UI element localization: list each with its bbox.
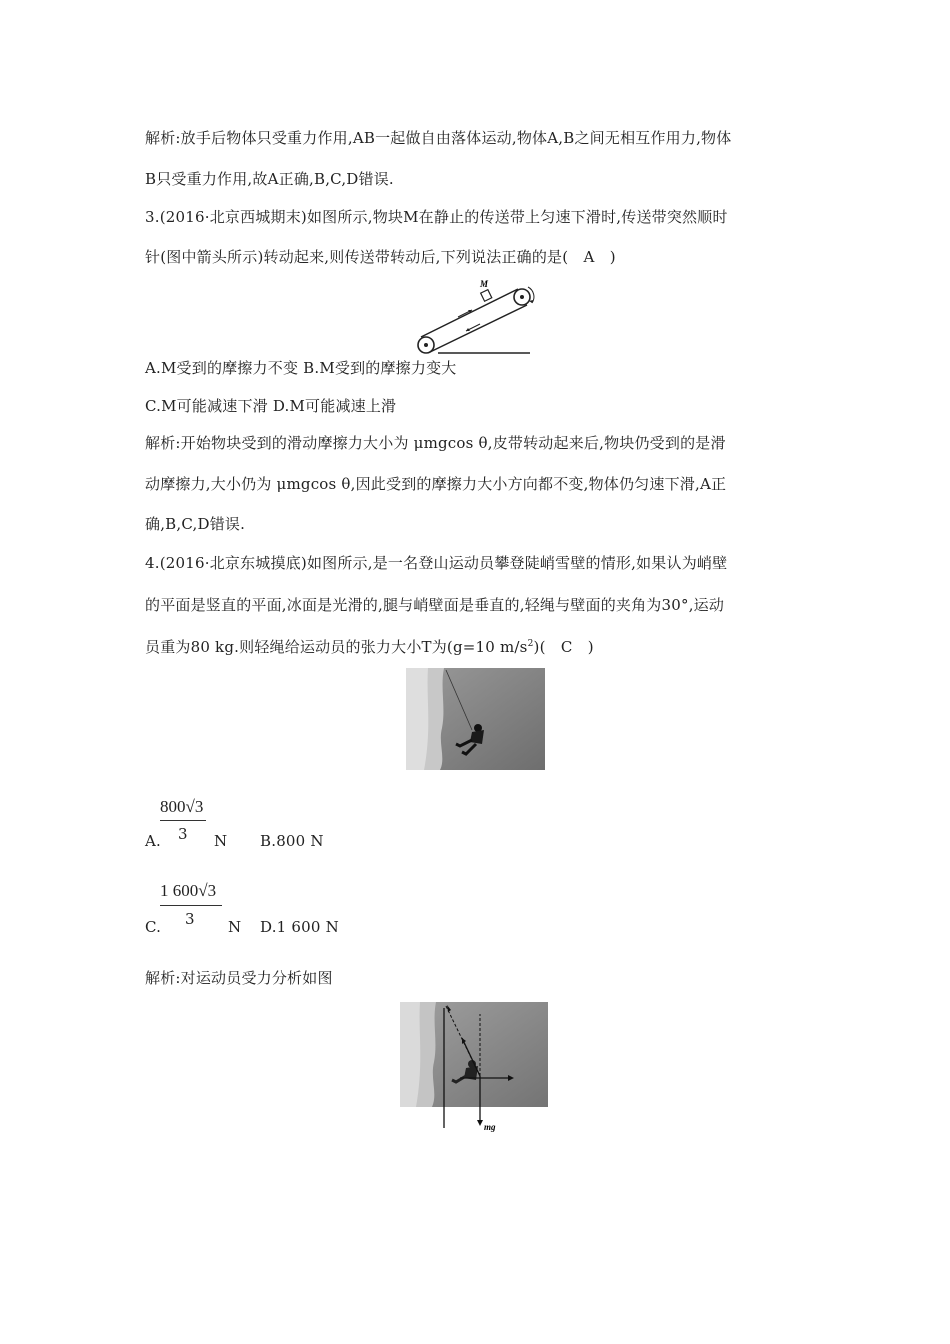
option-a-denominator: 3 [178,825,188,843]
q2-explanation-line-1: 解析:放手后物体只受重力作用,AB一起做自由落体运动,物体A,B之间无相互作用力,物体 [145,129,732,147]
q2-explanation-line-2: B只受重力作用,故A正确,B,C,D错误. [145,170,394,188]
option-c-unit: N [228,918,242,936]
belt-bottom [428,305,527,353]
option-a-unit: N [214,832,228,850]
block-label: M [480,279,489,289]
gravity-label: mg [484,1122,496,1132]
q3-options-ab: A.M受到的摩擦力不变 B.M受到的摩擦力变大 [145,359,457,377]
q3-options-cd: C.M可能减速下滑 D.M可能减速上滑 [145,397,397,415]
option-a-prefix: A. [145,832,162,850]
q3-stem-line-1: 3.(2016·北京西城期末)如图所示,物块M在静止的传送带上匀速下滑时,传送带突然顺时 [145,208,728,226]
option-c-prefix: C. [145,918,162,936]
block-m [481,290,492,302]
option-b: B.800 N [260,832,324,850]
q4-explanation: 解析:对运动员受力分析如图 [145,969,333,987]
q4-stem-line-2: 的平面是竖直的平面,冰面是光滑的,腿与峭壁面是垂直的,轻绳与壁面的夹角为30°,运动 [145,596,725,614]
option-c-numerator: 1 600√3 [160,881,217,900]
q3-explanation-line-1: 解析:开始物块受到的滑动摩擦力大小为 μmgcos θ,皮带转动起来后,物块仍受到的是滑 [145,434,726,452]
q3-explanation-line-3: 确,B,C,D错误. [145,515,246,533]
option-c-fraction [160,881,216,901]
option-d: D.1 600 N [260,918,339,936]
climber-photo [406,668,545,770]
force-analysis-figure [400,1000,550,1135]
q4-stem-line-1: 4.(2016·北京东城摸底)如图所示,是一名登山运动员攀登陡峭雪壁的情形,如果认为峭壁 [145,554,728,572]
q3-explanation-line-2: 动摩擦力,大小仍为 μmgcos θ,因此受到的摩擦力大小方向都不变,物体仍匀速下滑,A正 [145,475,727,493]
q4-stem-line-3: 员重为80 kg.则轻绳给运动员的张力大小T为(g=10 $m/s^2$)( C ) [145,638,594,656]
option-a-numerator: 800√3 [160,797,204,816]
conveyor-belt-figure [410,277,535,357]
option-c-denominator: 3 [185,910,195,928]
option-a-fraction [160,797,203,817]
q3-stem-line-2: 针(图中箭头所示)转动起来,则传送带转动后,下列说法正确的是( A ) [145,248,616,266]
